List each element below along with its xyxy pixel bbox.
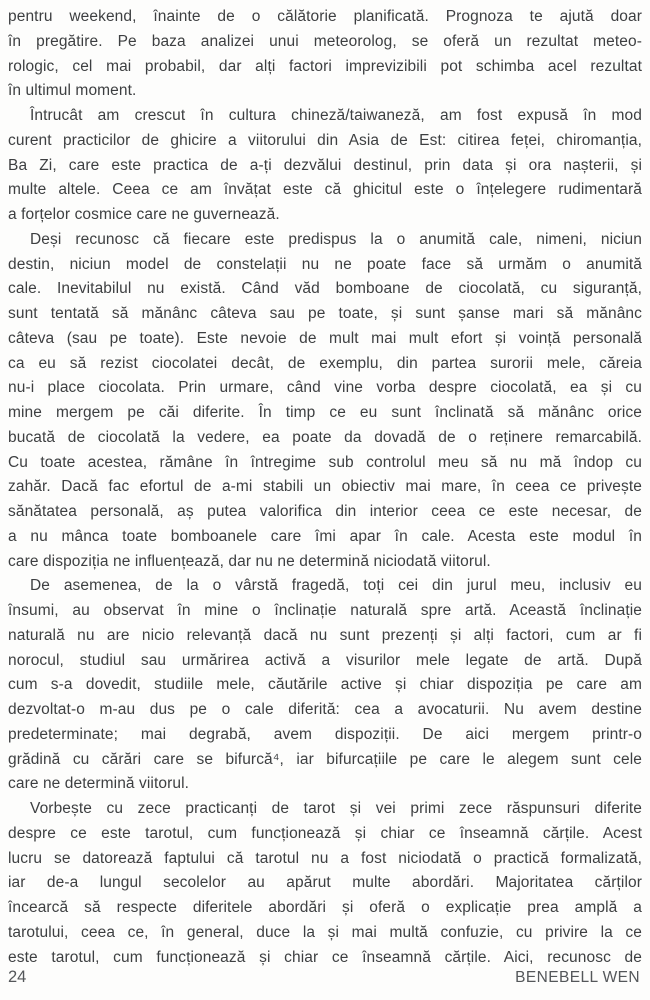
text-line: mine mergem pe căi diferite. În timp ce eu sunt înclinată să mănânc orice	[8, 404, 642, 421]
text-line: în ultimul moment.	[8, 82, 137, 100]
text-line: curent practicilor de ghicire a viitorului din Asia de Est: citirea feței, chiromanția,	[8, 131, 642, 149]
text-line: Întrucât am crescut în cultura chineză/taiwaneză, am fost expusă în mod	[30, 107, 642, 124]
text-line: despre ce este tarotul, cum funcționează și chiar ce înseamnă cărțile. Acest	[8, 824, 642, 842]
text-line: bucată de ciocolată la vedere, ea poate da dovadă de o reținere remarcabilă.	[8, 428, 642, 446]
text-line: dezvoltat-o m-au dus pe o cale diferită: cea a avocaturii. Nu avem destine	[8, 701, 642, 718]
text-line: sănătatea personală, aș putea valorifica din interior ceea ce este necesar, de	[8, 503, 642, 520]
text-line: în pregătire. Pe baza analizei unui meteorolog, se oferă un rezultat meteo-	[8, 32, 642, 50]
text-line: grădină cu cărări care se bifurcă⁴, iar bifurcațiile pe care le alegem sunt cele	[8, 750, 642, 768]
text-line: rologic, cel mai probabil, dar alți factori imprevizibili pot schimba acel rezultat	[8, 57, 642, 75]
text-line: pentru weekend, înainte de o călătorie planificată. Prognoza te ajută doar	[8, 8, 642, 25]
text-line: Ba Zi, care este practica de a-ți dezvălui destinul, prin data și ora nașterii, și	[8, 156, 642, 174]
text-line: sunt tentată să mănânc câteva sau pe toate, și sunt șanse mari să mănânc	[8, 305, 642, 322]
text-line: este tarotul, cum funcționează și chiar ce înseamnă cărțile. Aici, recunosc de	[8, 948, 642, 966]
text-line: zahăr. Dacă fac efortul de a-mi stabili un obiectiv mai mare, în ceea ce privește	[8, 478, 642, 496]
text-line: cale. Inevitabilul nu există. Când văd bomboane de ciocolată, cu siguranță,	[8, 280, 642, 298]
text-line: Cu toate acestea, rămâne în întregime sub controlul meu să nu mă îndop cu	[8, 453, 642, 471]
text-line: lucru se datorează faptului că tarotul nu a fost niciodată o practică formalizată,	[8, 849, 642, 867]
text-line: tarotului, ceea ce, în general, duce la și mai multă confuzie, cu privire la ce	[8, 923, 642, 941]
text-line: Deși recunosc că fiecare este predispus la o anumită cale, nimeni, niciun	[30, 230, 642, 248]
text-line: Vorbește cu zece practicanți de tarot și vei primi zece răspunsuri diferite	[30, 800, 642, 817]
page-number: 24	[8, 968, 27, 986]
text-line: norocul, studiul sau urmărirea activă a visurilor mele legate de artă. După	[8, 651, 642, 669]
text-line: care dispoziția ne influențează, dar nu ne determină niciodată viitorul.	[8, 552, 491, 570]
text-line: încearcă să respecte diferitele abordări și oferă o explicație prea amplă a	[8, 899, 642, 916]
text-line: însumi, au observat în mine o înclinație naturală spre artă. Această înclinație	[8, 602, 642, 619]
text-line: care ne determină viitorul.	[8, 775, 190, 793]
text-line: destin, niciun model de constelații nu ne poate face să urmăm o anumită	[8, 255, 642, 273]
page-footer	[8, 968, 640, 987]
text-line: nu-i place ciocolata. Prin urmare, când vine vorba despre ciocolată, ea și cu	[8, 379, 642, 397]
text-line: multe altele. Ceea ce am învățat este că ghicitul este o înțelegere rudimentară	[8, 181, 642, 199]
text-line: a forțelor cosmice care ne guvernează.	[8, 206, 280, 223]
text-line: cum s-a dovedit, studiile mele, căutările active și chiar dispoziția pe care am	[8, 676, 642, 694]
text-line: De asemenea, de la o vârstă fragedă, toți cei din jurul meu, inclusiv eu	[30, 577, 642, 595]
text-line: iar de-a lungul secolelor au apărut multe abordări. Majoritatea cărților	[8, 874, 642, 892]
text-line: câteva (sau pe toate). Este nevoie de mult mai mult efort și voință personală	[8, 329, 642, 347]
text-line: ca eu să rezist ciocolatei decât, de exemplu, din partea surorii mele, căreia	[8, 354, 642, 372]
page-text	[8, 5, 642, 970]
text-line: predeterminate; mai degrabă, avem dispoziții. De aici mergem printr-o	[8, 725, 642, 743]
text-line: a nu mânca toate bomboanele care îmi apar în cale. Acesta este modul în	[8, 527, 642, 545]
text-line: naturală nu are nicio relevanță dacă nu sunt prezenți și alți factori, cum ar fi	[8, 626, 642, 644]
running-footer-author: BENEBELL WEN	[515, 969, 640, 986]
